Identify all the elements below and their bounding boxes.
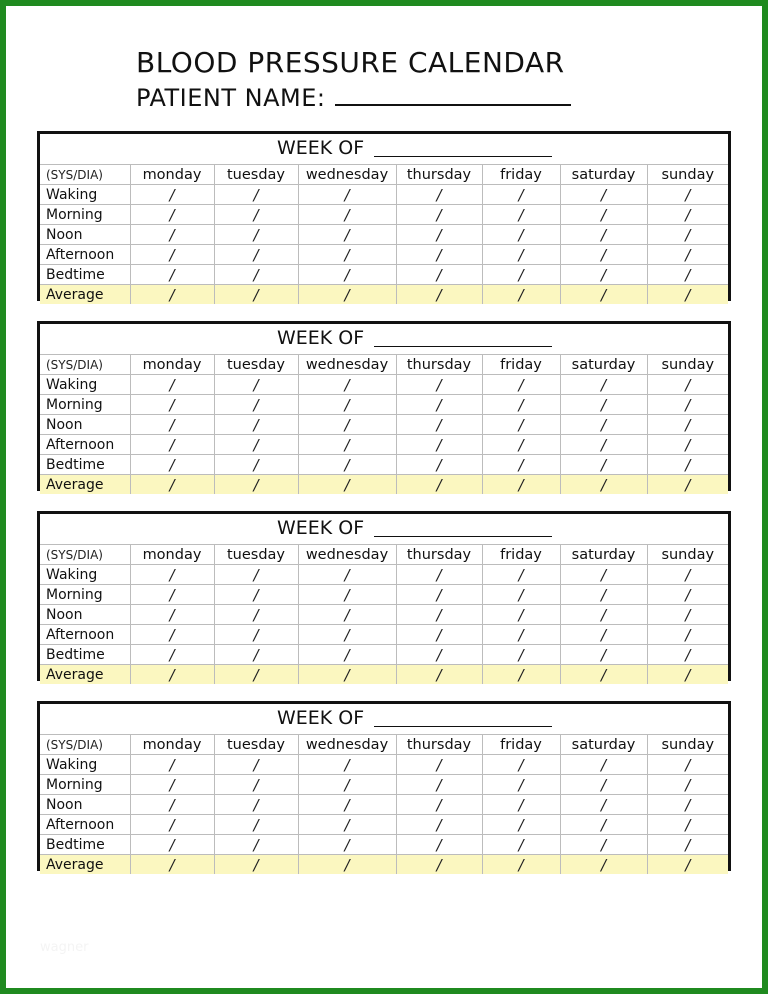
day-header: monday — [130, 545, 214, 565]
day-header: wednesday — [298, 355, 396, 375]
week-of-label: WEEK OF — [277, 137, 365, 159]
reading-row — [40, 245, 728, 265]
reading-cell[interactable]: / — [214, 415, 298, 435]
reading-cell[interactable]: / — [647, 435, 728, 455]
reading-cell[interactable]: / — [396, 205, 482, 225]
watermark: wagner — [40, 940, 89, 955]
day-header: friday — [482, 735, 560, 755]
reading-row — [40, 415, 728, 435]
reading-cell[interactable]: / — [396, 415, 482, 435]
reading-cell[interactable]: / — [482, 435, 560, 455]
reading-cell[interactable]: / — [130, 645, 214, 665]
reading-cell[interactable]: / — [298, 375, 396, 395]
average-row — [40, 665, 728, 685]
reading-cell[interactable]: / — [298, 455, 396, 475]
sys-dia-label: (SYS/DIA) — [40, 735, 130, 755]
reading-cell[interactable]: / — [647, 585, 728, 605]
reading-cell[interactable]: / — [298, 585, 396, 605]
reading-cell[interactable]: / — [298, 665, 396, 685]
reading-cell[interactable]: / — [298, 285, 396, 305]
reading-cell[interactable]: / — [214, 265, 298, 285]
row-label: Morning — [40, 775, 130, 795]
day-header: monday — [130, 165, 214, 185]
week-header — [40, 704, 728, 735]
bp-table — [40, 165, 728, 304]
row-label: Bedtime — [40, 265, 130, 285]
reading-cell[interactable]: / — [560, 185, 647, 205]
reading-cell[interactable]: / — [560, 605, 647, 625]
day-header: friday — [482, 545, 560, 565]
patient-name-line — [136, 82, 571, 112]
reading-cell[interactable]: / — [298, 185, 396, 205]
reading-cell[interactable]: / — [130, 795, 214, 815]
reading-cell[interactable]: / — [214, 795, 298, 815]
reading-cell[interactable]: / — [130, 755, 214, 775]
reading-cell[interactable]: / — [298, 755, 396, 775]
reading-cell[interactable]: / — [214, 625, 298, 645]
reading-cell[interactable]: / — [396, 665, 482, 685]
row-label: Bedtime — [40, 455, 130, 475]
reading-cell[interactable]: / — [298, 605, 396, 625]
reading-cell[interactable]: / — [214, 225, 298, 245]
reading-cell[interactable]: / — [647, 795, 728, 815]
reading-cell[interactable]: / — [396, 835, 482, 855]
day-header: monday — [130, 355, 214, 375]
reading-cell[interactable]: / — [482, 475, 560, 495]
page-title: BLOOD PRESSURE CALENDAR — [136, 46, 565, 79]
week-of-label: WEEK OF — [277, 327, 365, 349]
reading-cell[interactable]: / — [647, 185, 728, 205]
reading-cell[interactable]: / — [647, 225, 728, 245]
day-header-row — [40, 735, 728, 755]
day-header: sunday — [647, 355, 728, 375]
week-of-blank[interactable] — [374, 726, 552, 727]
week-of-blank[interactable] — [374, 156, 552, 157]
day-header: saturday — [560, 545, 647, 565]
reading-cell[interactable]: / — [560, 855, 647, 875]
reading-row — [40, 835, 728, 855]
sys-dia-label: (SYS/DIA) — [40, 545, 130, 565]
reading-cell[interactable]: / — [647, 245, 728, 265]
reading-cell[interactable]: / — [130, 285, 214, 305]
reading-cell[interactable]: / — [396, 185, 482, 205]
week-header — [40, 324, 728, 355]
reading-cell[interactable]: / — [214, 665, 298, 685]
reading-cell[interactable]: / — [560, 375, 647, 395]
reading-cell[interactable]: / — [560, 205, 647, 225]
reading-cell[interactable]: / — [298, 795, 396, 815]
reading-cell[interactable]: / — [298, 645, 396, 665]
reading-cell[interactable]: / — [130, 185, 214, 205]
reading-cell[interactable]: / — [130, 475, 214, 495]
reading-cell[interactable]: / — [560, 455, 647, 475]
bp-table — [40, 355, 728, 494]
reading-cell[interactable]: / — [214, 375, 298, 395]
reading-cell[interactable]: / — [130, 605, 214, 625]
week-block — [37, 321, 731, 494]
day-header: thursday — [396, 165, 482, 185]
reading-cell[interactable]: / — [482, 225, 560, 245]
reading-row — [40, 775, 728, 795]
reading-cell[interactable]: / — [214, 755, 298, 775]
reading-cell[interactable]: / — [482, 815, 560, 835]
row-label: Morning — [40, 205, 130, 225]
week-header — [40, 514, 728, 545]
reading-cell[interactable]: / — [482, 775, 560, 795]
reading-cell[interactable]: / — [214, 815, 298, 835]
reading-row — [40, 455, 728, 475]
reading-cell[interactable]: / — [647, 565, 728, 585]
reading-cell[interactable]: / — [214, 855, 298, 875]
reading-cell[interactable]: / — [482, 205, 560, 225]
reading-cell[interactable]: / — [214, 585, 298, 605]
reading-cell[interactable]: / — [482, 795, 560, 815]
row-label: Afternoon — [40, 625, 130, 645]
reading-cell[interactable]: / — [130, 775, 214, 795]
reading-cell[interactable]: / — [298, 475, 396, 495]
reading-cell[interactable]: / — [298, 435, 396, 455]
reading-cell[interactable]: / — [396, 245, 482, 265]
reading-cell[interactable]: / — [647, 395, 728, 415]
reading-cell[interactable]: / — [130, 265, 214, 285]
day-header: thursday — [396, 355, 482, 375]
reading-cell[interactable]: / — [560, 585, 647, 605]
reading-cell[interactable]: / — [482, 605, 560, 625]
row-label: Bedtime — [40, 645, 130, 665]
reading-cell[interactable]: / — [214, 565, 298, 585]
average-row — [40, 475, 728, 495]
row-label: Waking — [40, 755, 130, 775]
reading-cell[interactable]: / — [396, 605, 482, 625]
reading-row — [40, 395, 728, 415]
day-header: wednesday — [298, 165, 396, 185]
reading-cell[interactable]: / — [130, 415, 214, 435]
reading-row — [40, 585, 728, 605]
reading-cell[interactable]: / — [482, 585, 560, 605]
reading-cell[interactable]: / — [298, 265, 396, 285]
reading-cell[interactable]: / — [298, 225, 396, 245]
reading-cell[interactable]: / — [214, 775, 298, 795]
reading-cell[interactable]: / — [647, 605, 728, 625]
reading-cell[interactable]: / — [396, 625, 482, 645]
reading-cell[interactable]: / — [560, 475, 647, 495]
row-label: Noon — [40, 795, 130, 815]
reading-cell[interactable]: / — [130, 435, 214, 455]
reading-cell[interactable]: / — [396, 455, 482, 475]
reading-cell[interactable]: / — [647, 205, 728, 225]
reading-cell[interactable]: / — [130, 565, 214, 585]
reading-cell[interactable]: / — [298, 565, 396, 585]
reading-cell[interactable]: / — [647, 625, 728, 645]
reading-cell[interactable]: / — [396, 755, 482, 775]
week-header — [40, 134, 728, 165]
day-header: friday — [482, 165, 560, 185]
reading-cell[interactable]: / — [214, 285, 298, 305]
reading-cell[interactable]: / — [560, 395, 647, 415]
reading-cell[interactable]: / — [396, 265, 482, 285]
day-header: saturday — [560, 355, 647, 375]
row-label: Average — [40, 665, 130, 685]
row-label: Waking — [40, 185, 130, 205]
row-label: Bedtime — [40, 835, 130, 855]
reading-cell[interactable]: / — [396, 585, 482, 605]
reading-cell[interactable]: / — [214, 435, 298, 455]
reading-cell[interactable]: / — [482, 625, 560, 645]
reading-cell[interactable]: / — [396, 225, 482, 245]
reading-cell[interactable]: / — [396, 375, 482, 395]
reading-cell[interactable]: / — [298, 625, 396, 645]
reading-cell[interactable]: / — [560, 645, 647, 665]
row-label: Morning — [40, 585, 130, 605]
reading-cell[interactable]: / — [647, 755, 728, 775]
reading-cell[interactable]: / — [482, 645, 560, 665]
reading-cell[interactable]: / — [396, 855, 482, 875]
day-header: wednesday — [298, 545, 396, 565]
reading-cell[interactable]: / — [560, 245, 647, 265]
week-of-label: WEEK OF — [277, 707, 365, 729]
row-label: Afternoon — [40, 245, 130, 265]
reading-cell[interactable]: / — [482, 395, 560, 415]
day-header: saturday — [560, 735, 647, 755]
day-header: sunday — [647, 165, 728, 185]
average-row — [40, 855, 728, 875]
reading-cell[interactable]: / — [214, 835, 298, 855]
reading-cell[interactable]: / — [214, 475, 298, 495]
day-header: saturday — [560, 165, 647, 185]
row-label: Morning — [40, 395, 130, 415]
reading-cell[interactable]: / — [214, 605, 298, 625]
reading-cell[interactable]: / — [396, 775, 482, 795]
reading-cell[interactable]: / — [560, 435, 647, 455]
reading-cell[interactable]: / — [396, 565, 482, 585]
reading-cell[interactable]: / — [130, 835, 214, 855]
day-header: monday — [130, 735, 214, 755]
reading-cell[interactable]: / — [560, 755, 647, 775]
reading-row — [40, 225, 728, 245]
row-label: Afternoon — [40, 815, 130, 835]
reading-cell[interactable]: / — [647, 455, 728, 475]
row-label: Noon — [40, 415, 130, 435]
week-block — [37, 511, 731, 684]
reading-row — [40, 795, 728, 815]
reading-row — [40, 755, 728, 775]
reading-cell[interactable]: / — [560, 225, 647, 245]
reading-cell[interactable]: / — [560, 415, 647, 435]
reading-cell[interactable]: / — [130, 395, 214, 415]
reading-cell[interactable]: / — [396, 815, 482, 835]
reading-cell[interactable]: / — [560, 625, 647, 645]
reading-cell[interactable]: / — [298, 835, 396, 855]
reading-cell[interactable]: / — [214, 245, 298, 265]
reading-cell[interactable]: / — [298, 815, 396, 835]
reading-cell[interactable]: / — [647, 645, 728, 665]
day-header: sunday — [647, 545, 728, 565]
reading-cell[interactable]: / — [482, 755, 560, 775]
day-header: sunday — [647, 735, 728, 755]
reading-row — [40, 265, 728, 285]
reading-cell[interactable]: / — [647, 375, 728, 395]
reading-cell[interactable]: / — [482, 665, 560, 685]
day-header-row — [40, 165, 728, 185]
reading-cell[interactable]: / — [298, 415, 396, 435]
row-label: Average — [40, 475, 130, 495]
reading-cell[interactable]: / — [482, 285, 560, 305]
reading-row — [40, 815, 728, 835]
reading-cell[interactable]: / — [130, 665, 214, 685]
reading-cell[interactable]: / — [560, 565, 647, 585]
reading-cell[interactable]: / — [560, 665, 647, 685]
week-block — [37, 131, 731, 304]
day-header: tuesday — [214, 545, 298, 565]
reading-cell[interactable]: / — [482, 415, 560, 435]
row-label: Average — [40, 285, 130, 305]
reading-cell[interactable]: / — [396, 395, 482, 415]
row-label: Waking — [40, 565, 130, 585]
sys-dia-label: (SYS/DIA) — [40, 355, 130, 375]
reading-cell[interactable]: / — [214, 455, 298, 475]
reading-cell[interactable]: / — [647, 775, 728, 795]
reading-cell[interactable]: / — [214, 395, 298, 415]
reading-cell[interactable]: / — [482, 835, 560, 855]
reading-cell[interactable]: / — [482, 245, 560, 265]
reading-cell[interactable]: / — [482, 855, 560, 875]
reading-cell[interactable]: / — [130, 855, 214, 875]
row-label: Noon — [40, 605, 130, 625]
week-of-blank[interactable] — [374, 346, 552, 347]
reading-cell[interactable]: / — [647, 815, 728, 835]
reading-cell[interactable]: / — [647, 665, 728, 685]
sys-dia-label: (SYS/DIA) — [40, 165, 130, 185]
patient-name-blank[interactable] — [335, 82, 571, 106]
reading-cell[interactable]: / — [482, 375, 560, 395]
reading-row — [40, 565, 728, 585]
reading-cell[interactable]: / — [396, 475, 482, 495]
reading-row — [40, 625, 728, 645]
average-row — [40, 285, 728, 305]
patient-name-label: PATIENT NAME: — [136, 84, 326, 112]
reading-cell[interactable]: / — [298, 245, 396, 265]
reading-cell[interactable]: / — [396, 645, 482, 665]
day-header: wednesday — [298, 735, 396, 755]
reading-row — [40, 205, 728, 225]
reading-row — [40, 605, 728, 625]
reading-cell[interactable]: / — [298, 855, 396, 875]
reading-row — [40, 435, 728, 455]
reading-cell[interactable]: / — [396, 435, 482, 455]
reading-cell[interactable]: / — [482, 565, 560, 585]
day-header-row — [40, 355, 728, 375]
reading-cell[interactable]: / — [214, 645, 298, 665]
reading-cell[interactable]: / — [130, 625, 214, 645]
reading-cell[interactable]: / — [647, 285, 728, 305]
reading-cell[interactable]: / — [214, 205, 298, 225]
reading-cell[interactable]: / — [560, 265, 647, 285]
day-header: thursday — [396, 735, 482, 755]
reading-cell[interactable]: / — [560, 835, 647, 855]
reading-cell[interactable]: / — [130, 205, 214, 225]
reading-row — [40, 185, 728, 205]
reading-cell[interactable]: / — [647, 835, 728, 855]
reading-cell[interactable]: / — [298, 775, 396, 795]
row-label: Noon — [40, 225, 130, 245]
bp-table — [40, 545, 728, 684]
day-header-row — [40, 545, 728, 565]
day-header: friday — [482, 355, 560, 375]
reading-cell[interactable]: / — [130, 245, 214, 265]
day-header: tuesday — [214, 165, 298, 185]
reading-cell[interactable]: / — [482, 185, 560, 205]
reading-cell[interactable]: / — [560, 795, 647, 815]
reading-cell[interactable]: / — [647, 415, 728, 435]
reading-cell[interactable]: / — [130, 225, 214, 245]
reading-cell[interactable]: / — [647, 475, 728, 495]
reading-cell[interactable]: / — [560, 815, 647, 835]
reading-cell[interactable]: / — [560, 775, 647, 795]
reading-cell[interactable]: / — [130, 585, 214, 605]
reading-row — [40, 645, 728, 665]
reading-cell[interactable]: / — [647, 855, 728, 875]
day-header: thursday — [396, 545, 482, 565]
reading-cell[interactable]: / — [298, 395, 396, 415]
reading-cell[interactable]: / — [482, 455, 560, 475]
reading-cell[interactable]: / — [482, 265, 560, 285]
day-header: tuesday — [214, 735, 298, 755]
row-label: Average — [40, 855, 130, 875]
reading-cell[interactable]: / — [396, 285, 482, 305]
reading-cell[interactable]: / — [130, 375, 214, 395]
week-of-blank[interactable] — [374, 536, 552, 537]
bp-table — [40, 735, 728, 874]
reading-cell[interactable]: / — [396, 795, 482, 815]
reading-cell[interactable]: / — [130, 455, 214, 475]
reading-cell[interactable]: / — [298, 205, 396, 225]
reading-cell[interactable]: / — [130, 815, 214, 835]
reading-cell[interactable]: / — [214, 185, 298, 205]
row-label: Afternoon — [40, 435, 130, 455]
week-block — [37, 701, 731, 874]
week-of-label: WEEK OF — [277, 517, 365, 539]
day-header: tuesday — [214, 355, 298, 375]
row-label: Waking — [40, 375, 130, 395]
reading-cell[interactable]: / — [647, 265, 728, 285]
reading-cell[interactable]: / — [560, 285, 647, 305]
reading-row — [40, 375, 728, 395]
